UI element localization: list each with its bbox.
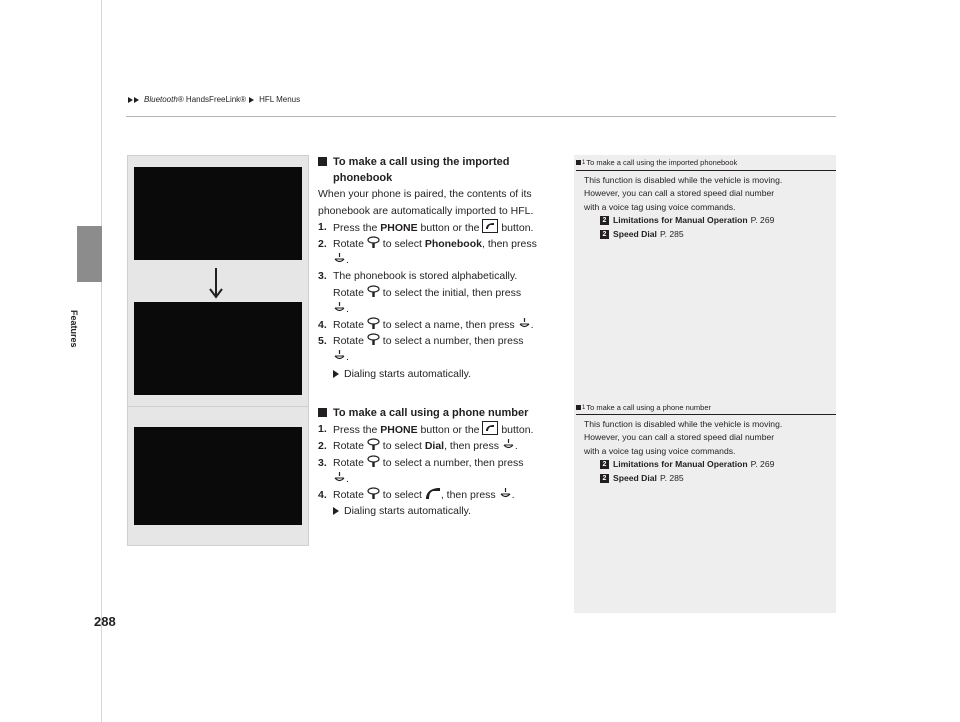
page-number: 288 [94, 614, 116, 629]
step-1: 1. Press the PHONE button or the button. [318, 220, 534, 234]
breadcrumb-bluetooth: Bluetooth [144, 95, 178, 104]
screen-phonebook-list [134, 302, 302, 395]
note-box-phone-number [574, 399, 836, 613]
note-ref-speed-dial[interactable]: 2 Speed Dial P. 285 [584, 228, 830, 241]
sidebar-label: Features [69, 310, 79, 348]
note-rule [576, 170, 836, 171]
screen-illustration-dial [127, 406, 309, 546]
section-intro: When your phone is paired, the contents of its phonebook are automatically imported to HFL. [318, 188, 534, 217]
enter-press-icon [502, 438, 515, 451]
enter-press-icon [333, 471, 346, 484]
step-1: 1. Press the PHONE button or the button. [318, 423, 534, 437]
note-ref-speed-dial[interactable]: 2 Speed Dial P. 285 [584, 472, 830, 485]
interface-dial-icon [367, 236, 380, 249]
down-arrow-icon [206, 266, 226, 300]
interface-dial-icon [367, 438, 380, 451]
note-ref-limitations[interactable]: 2 Limitations for Manual Operation P. 269 [584, 214, 830, 227]
interface-dial-icon [367, 487, 380, 500]
step-2: 2. Rotate to select Phonebook, then press . [318, 238, 537, 267]
enter-press-icon [518, 317, 531, 330]
step-2: 2. Rotate to select Dial, then press . [318, 440, 518, 453]
screen-dial-pad [134, 427, 302, 525]
note-body: This function is disabled while the vehicle is moving. However, you can call a stored speed dial number with a voice tag using voice commands. 2 Limitations for Manual Operation P. 269 2 Speed Dial P. 285 [584, 174, 830, 241]
note-title: 1 To make a call using the imported phonebook [576, 158, 737, 167]
interface-dial-icon [367, 285, 380, 298]
header-rule [126, 116, 836, 117]
enter-press-icon [333, 252, 346, 265]
screen-phone-menu [134, 167, 302, 260]
section-heading: To make a call using a phone number [318, 405, 568, 421]
section-imported-phonebook [318, 154, 568, 382]
step-result: Dialing starts automatically. [318, 503, 568, 519]
note-ref-limitations[interactable]: 2 Limitations for Manual Operation P. 269 [584, 458, 830, 471]
step-4: 4. Rotate to select a name, then press . [318, 319, 534, 332]
interface-dial-icon [367, 317, 380, 330]
enter-press-icon [333, 349, 346, 362]
note-body: This function is disabled while the vehicle is moving. However, you can call a stored speed dial number with a voice tag using voice commands. 2 Limitations for Manual Operation P. 269 2 Speed Dial P. 285 [584, 418, 830, 485]
note-box-phonebook [574, 155, 836, 399]
phone-glyph-icon [425, 487, 441, 500]
step-3: 3. Rotate to select a number, then press . [318, 456, 524, 485]
note-title: 1 To make a call using a phone number [576, 403, 711, 412]
breadcrumb-handsfreelink: ® HandsFreeLink® [177, 95, 247, 104]
note-rule [576, 414, 836, 415]
step-4: 4. Rotate to select , then press . [318, 489, 515, 502]
phone-button-icon [482, 421, 498, 435]
step-5: 5. Rotate to select a number, then press . [318, 335, 524, 364]
interface-dial-icon [367, 455, 380, 468]
breadcrumb-hfl-menus: HFL Menus [259, 95, 301, 104]
enter-press-icon [333, 301, 346, 314]
step-3: 3. The phonebook is stored alphabetically. Rotate to select the initial, then press . [318, 270, 522, 315]
section-heading: To make a call using the imported phonebook [318, 154, 568, 186]
sidebar-tab [77, 226, 102, 282]
enter-press-icon [499, 487, 512, 500]
step-result: Dialing starts automatically. [318, 366, 568, 382]
phone-button-icon [482, 219, 498, 233]
breadcrumb [128, 95, 300, 104]
interface-dial-icon [367, 333, 380, 346]
section-phone-number [318, 405, 568, 519]
